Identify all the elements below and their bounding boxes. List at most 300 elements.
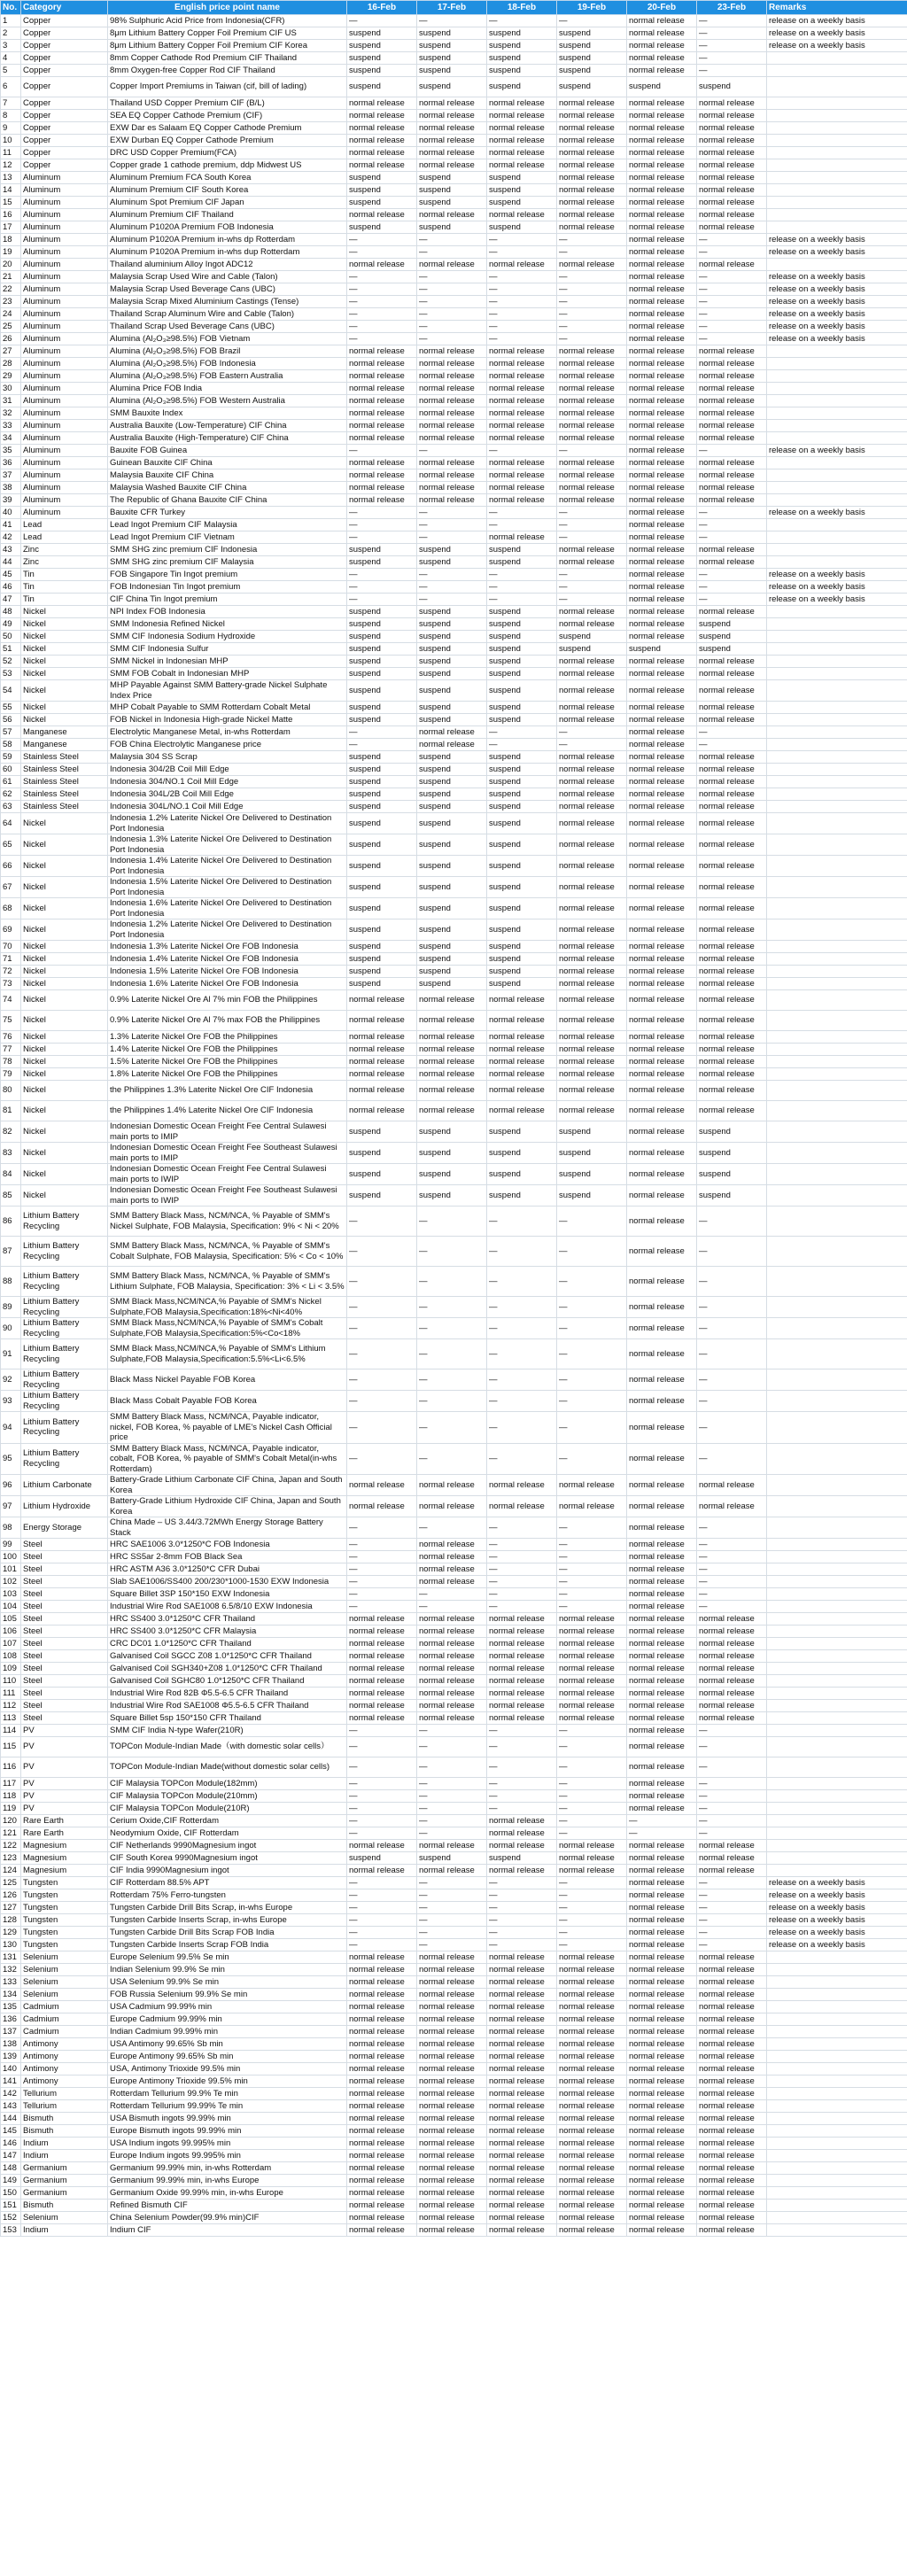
price-point-name-cell: HRC SS400 3.0*1250*C CFR Malaysia (108, 1626, 347, 1638)
row-number: 107 (1, 1638, 21, 1650)
status-23-feb: normal release (697, 751, 767, 764)
category-cell: Aluminum (21, 507, 108, 519)
status-19-feb: suspend (557, 65, 627, 77)
status-20-feb: normal release (627, 569, 697, 581)
status-20-feb: normal release (627, 1237, 697, 1267)
status-19-feb: normal release (557, 877, 627, 898)
table-row (1, 978, 907, 990)
status-20-feb: normal release (627, 1267, 697, 1297)
status-17-feb: suspend (417, 643, 487, 656)
status-16-feb: normal release (347, 159, 417, 172)
status-20-feb: normal release (627, 159, 697, 172)
remarks-cell: release on a weekly basis (767, 308, 907, 321)
status-20-feb: normal release (627, 618, 697, 631)
remarks-cell (767, 813, 907, 834)
status-17-feb: normal release (417, 1044, 487, 1056)
status-17-feb: suspend (417, 751, 487, 764)
remarks-cell (767, 751, 907, 764)
status-18-feb: normal release (487, 420, 557, 432)
table-body (1, 15, 907, 2237)
row-number: 43 (1, 544, 21, 556)
status-18-feb: — (487, 1725, 557, 1737)
price-point-name-cell: SMM FOB Cobalt in Indonesian MHP (108, 668, 347, 680)
status-18-feb: normal release (487, 2138, 557, 2150)
price-point-name-cell: Indonesia 1.6% Laterite Nickel Ore FOB Indonesia (108, 978, 347, 990)
status-23-feb: normal release (697, 2162, 767, 2175)
status-20-feb: normal release (627, 2200, 697, 2212)
status-17-feb: — (417, 1790, 487, 1803)
status-23-feb: — (697, 1889, 767, 1902)
price-point-name-cell: Aluminum Premium CIF Thailand (108, 209, 347, 221)
status-16-feb: normal release (347, 1675, 417, 1688)
status-16-feb: normal release (347, 2076, 417, 2088)
status-17-feb: — (417, 1927, 487, 1939)
status-20-feb: normal release (627, 1588, 697, 1601)
status-16-feb: normal release (347, 2187, 417, 2200)
status-18-feb: normal release (487, 383, 557, 395)
row-number: 35 (1, 445, 21, 457)
row-number: 28 (1, 358, 21, 370)
category-cell: Aluminum (21, 172, 108, 184)
status-16-feb: normal release (347, 2150, 417, 2162)
price-point-name-cell: Alumina (Al₂O₃≥98.5%) FOB Eastern Australia (108, 370, 347, 383)
status-19-feb: normal release (557, 544, 627, 556)
status-23-feb: normal release (697, 1650, 767, 1663)
price-point-name-cell: Copper Import Premiums in Taiwan (cif, bill of lading) (108, 77, 347, 97)
status-19-feb: suspend (557, 643, 627, 656)
price-point-name-cell: China Selenium Powder(99.9% min)CIF (108, 2212, 347, 2224)
category-cell: Zinc (21, 544, 108, 556)
status-17-feb: suspend (417, 953, 487, 966)
remarks-cell (767, 990, 907, 1011)
row-number: 125 (1, 1877, 21, 1889)
status-20-feb: normal release (627, 52, 697, 65)
status-16-feb: suspend (347, 544, 417, 556)
table-row (1, 1989, 907, 2001)
row-number: 103 (1, 1588, 21, 1601)
status-20-feb: normal release (627, 1688, 697, 1700)
status-16-feb: normal release (347, 2113, 417, 2125)
status-19-feb: — (557, 246, 627, 259)
status-20-feb: normal release (627, 40, 697, 52)
status-19-feb: normal release (557, 2013, 627, 2026)
status-19-feb: normal release (557, 1011, 627, 1031)
status-20-feb: normal release (627, 2187, 697, 2200)
remarks-cell (767, 2026, 907, 2038)
status-19-feb: suspend (557, 1164, 627, 1185)
category-cell: Aluminum (21, 209, 108, 221)
row-number: 88 (1, 1267, 21, 1297)
price-point-name-cell: Aluminum P1020A Premium in-whs dp Rotterdam (108, 234, 347, 246)
status-17-feb: — (417, 1757, 487, 1778)
price-point-name-cell: Aluminum Spot Premium CIF Japan (108, 197, 347, 209)
status-19-feb: normal release (557, 2125, 627, 2138)
remarks-cell (767, 1391, 907, 1412)
category-cell: Magnesium (21, 1852, 108, 1865)
status-17-feb: normal release (417, 1011, 487, 1031)
price-point-name-cell: Indonesia 1.6% Laterite Nickel Ore Delivered to Destination Port Indonesia (108, 898, 347, 919)
status-17-feb: suspend (417, 764, 487, 776)
status-20-feb: normal release (627, 122, 697, 135)
remarks-cell (767, 1081, 907, 1101)
status-17-feb: suspend (417, 702, 487, 714)
remarks-cell (767, 2001, 907, 2013)
table-row (1, 296, 907, 308)
price-point-name-cell: Indonesia 1.5% Laterite Nickel Ore Delivered to Destination Port Indonesia (108, 877, 347, 898)
table-row (1, 469, 907, 482)
price-point-name-cell: Europe Antimony 99.65% Sb min (108, 2051, 347, 2063)
status-23-feb: normal release (697, 801, 767, 813)
status-16-feb: normal release (347, 122, 417, 135)
table-row (1, 1588, 907, 1601)
status-18-feb: suspend (487, 941, 557, 953)
status-16-feb: normal release (347, 2224, 417, 2237)
status-17-feb: normal release (417, 494, 487, 507)
status-17-feb: normal release (417, 2162, 487, 2175)
status-23-feb: normal release (697, 209, 767, 221)
category-cell: Steel (21, 1638, 108, 1650)
category-cell: Rare Earth (21, 1815, 108, 1827)
status-23-feb: normal release (697, 919, 767, 941)
price-point-name-cell: EXW Dar es Salaam EQ Copper Cathode Premium (108, 122, 347, 135)
row-number: 104 (1, 1601, 21, 1613)
price-point-name-cell: HRC ASTM A36 3.0*1250*C CFR Dubai (108, 1563, 347, 1576)
status-17-feb: normal release (417, 2125, 487, 2138)
category-cell: Aluminum (21, 271, 108, 283)
category-cell: Nickel (21, 1011, 108, 1031)
status-23-feb: — (697, 308, 767, 321)
status-19-feb: suspend (557, 40, 627, 52)
category-cell: Steel (21, 1539, 108, 1551)
status-19-feb: normal release (557, 1031, 627, 1044)
status-20-feb: normal release (627, 1638, 697, 1650)
status-18-feb: suspend (487, 776, 557, 788)
status-19-feb: — (557, 271, 627, 283)
status-18-feb: normal release (487, 1638, 557, 1650)
category-cell: Stainless Steel (21, 776, 108, 788)
category-cell: Steel (21, 1563, 108, 1576)
row-number: 134 (1, 1989, 21, 2001)
status-18-feb: — (487, 296, 557, 308)
remarks-cell: release on a weekly basis (767, 296, 907, 308)
remarks-cell (767, 2162, 907, 2175)
table-row (1, 1539, 907, 1551)
status-17-feb: normal release (417, 1101, 487, 1121)
status-19-feb: normal release (557, 990, 627, 1011)
status-17-feb: normal release (417, 1840, 487, 1852)
status-17-feb: normal release (417, 147, 487, 159)
status-18-feb: suspend (487, 221, 557, 234)
status-23-feb: normal release (697, 2063, 767, 2076)
status-19-feb: normal release (557, 2200, 627, 2212)
status-19-feb: normal release (557, 1044, 627, 1056)
status-23-feb: normal release (697, 2138, 767, 2150)
status-19-feb: normal release (557, 482, 627, 494)
status-20-feb: normal release (627, 801, 697, 813)
status-20-feb: normal release (627, 714, 697, 726)
status-19-feb: — (557, 308, 627, 321)
category-cell: Nickel (21, 966, 108, 978)
status-23-feb: normal release (697, 1663, 767, 1675)
table-row (1, 1725, 907, 1737)
status-18-feb: suspend (487, 184, 557, 197)
status-19-feb: normal release (557, 1056, 627, 1068)
price-point-name-cell: Slab SAE1006/SS400 200/230*1000-1530 EXW Indonesia (108, 1576, 347, 1588)
status-16-feb: normal release (347, 370, 417, 383)
row-number: 116 (1, 1757, 21, 1778)
status-23-feb: — (697, 40, 767, 52)
remarks-cell (767, 1757, 907, 1778)
price-point-name-cell: Industrial Wire Rod SAE1008 Φ5.5-6.5 CFR Thailand (108, 1700, 347, 1712)
status-18-feb: normal release (487, 122, 557, 135)
table-row (1, 1638, 907, 1650)
status-18-feb: suspend (487, 1164, 557, 1185)
remarks-cell (767, 1840, 907, 1852)
table-row (1, 966, 907, 978)
status-23-feb: normal release (697, 1964, 767, 1976)
remarks-cell (767, 2224, 907, 2237)
price-point-name-cell: Alumina (Al₂O₃≥98.5%) FOB Indonesia (108, 358, 347, 370)
header-date-17-feb: 17-Feb (417, 1, 487, 15)
status-19-feb: normal release (557, 2026, 627, 2038)
status-20-feb: normal release (627, 482, 697, 494)
price-point-name-cell: 8mm Oxygen-free Copper Rod CIF Thailand (108, 65, 347, 77)
status-17-feb: suspend (417, 813, 487, 834)
status-16-feb: normal release (347, 383, 417, 395)
remarks-cell (767, 764, 907, 776)
category-cell: Steel (21, 1688, 108, 1700)
status-23-feb: normal release (697, 953, 767, 966)
row-number: 74 (1, 990, 21, 1011)
status-20-feb: normal release (627, 1551, 697, 1563)
category-cell: Tungsten (21, 1902, 108, 1914)
row-number: 57 (1, 726, 21, 739)
status-18-feb: normal release (487, 407, 557, 420)
status-16-feb: — (347, 1790, 417, 1803)
status-18-feb: normal release (487, 1827, 557, 1840)
status-20-feb: normal release (627, 110, 697, 122)
status-16-feb: suspend (347, 751, 417, 764)
remarks-cell (767, 726, 907, 739)
status-17-feb: — (417, 1778, 487, 1790)
status-16-feb: normal release (347, 2038, 417, 2051)
status-23-feb: — (697, 1927, 767, 1939)
status-20-feb: normal release (627, 1712, 697, 1725)
status-20-feb: normal release (627, 1889, 697, 1902)
row-number: 19 (1, 246, 21, 259)
status-23-feb: normal release (697, 1700, 767, 1712)
status-16-feb: normal release (347, 457, 417, 469)
status-23-feb: normal release (697, 978, 767, 990)
category-cell: Nickel (21, 1081, 108, 1101)
status-20-feb: normal release (627, 1164, 697, 1185)
status-18-feb: — (487, 1927, 557, 1939)
row-number: 132 (1, 1964, 21, 1976)
status-19-feb: normal release (557, 556, 627, 569)
table-row (1, 1443, 907, 1475)
status-18-feb: — (487, 1914, 557, 1927)
status-16-feb: — (347, 283, 417, 296)
price-point-name-cell: 0.9% Laterite Nickel Ore Al 7% max FOB the Philippines (108, 1011, 347, 1031)
status-18-feb: normal release (487, 2175, 557, 2187)
status-17-feb: normal release (417, 1081, 487, 1101)
status-17-feb: — (417, 15, 487, 27)
status-17-feb: normal release (417, 2088, 487, 2100)
status-23-feb: — (697, 1443, 767, 1475)
status-19-feb: suspend (557, 77, 627, 97)
price-point-name-cell: CIF Netherlands 9990Magnesium ingot (108, 1840, 347, 1852)
category-cell: Manganese (21, 739, 108, 751)
status-18-feb: suspend (487, 52, 557, 65)
category-cell: Tungsten (21, 1939, 108, 1951)
status-17-feb: suspend (417, 1164, 487, 1185)
category-cell: Germanium (21, 2162, 108, 2175)
remarks-cell (767, 2038, 907, 2051)
status-23-feb: — (697, 1207, 767, 1237)
remarks-cell (767, 1318, 907, 1339)
price-point-name-cell: SMM Indonesia Refined Nickel (108, 618, 347, 631)
price-point-name-cell: Rotterdam Tellurium 99.9% Te min (108, 2088, 347, 2100)
status-19-feb: normal release (557, 2150, 627, 2162)
status-23-feb: normal release (697, 1852, 767, 1865)
price-point-name-cell: Alumina (Al₂O₃≥98.5%) FOB Vietnam (108, 333, 347, 345)
remarks-cell (767, 420, 907, 432)
row-number: 30 (1, 383, 21, 395)
category-cell: Cadmium (21, 2013, 108, 2026)
table-row (1, 1044, 907, 1056)
category-cell: Germanium (21, 2175, 108, 2187)
table-row (1, 1815, 907, 1827)
remarks-cell (767, 618, 907, 631)
table-row (1, 1563, 907, 1576)
category-cell: Stainless Steel (21, 801, 108, 813)
status-18-feb: suspend (487, 764, 557, 776)
remarks-cell (767, 1725, 907, 1737)
status-17-feb: normal release (417, 2175, 487, 2187)
remarks-cell (767, 739, 907, 751)
table-row (1, 1757, 907, 1778)
category-cell: Aluminum (21, 370, 108, 383)
status-17-feb: suspend (417, 52, 487, 65)
status-18-feb: normal release (487, 1031, 557, 1044)
table-row (1, 856, 907, 877)
table-row (1, 1778, 907, 1790)
status-17-feb: suspend (417, 631, 487, 643)
status-23-feb: normal release (697, 1951, 767, 1964)
status-20-feb: normal release (627, 856, 697, 877)
remarks-cell (767, 259, 907, 271)
status-18-feb: normal release (487, 1650, 557, 1663)
price-point-name-cell: FOB Singapore Tin Ingot premium (108, 569, 347, 581)
price-point-name-cell: Copper grade 1 cathode premium, ddp Midwest US (108, 159, 347, 172)
remarks-cell (767, 197, 907, 209)
price-point-name-cell: Australia Bauxite (High-Temperature) CIF China (108, 432, 347, 445)
remarks-cell: release on a weekly basis (767, 234, 907, 246)
price-point-name-cell: Malaysia Washed Bauxite CIF China (108, 482, 347, 494)
row-number: 51 (1, 643, 21, 656)
remarks-cell (767, 1011, 907, 1031)
status-17-feb: suspend (417, 65, 487, 77)
status-23-feb: normal release (697, 2200, 767, 2212)
status-23-feb: normal release (697, 2150, 767, 2162)
status-18-feb: normal release (487, 135, 557, 147)
row-number: 120 (1, 1815, 21, 1827)
status-23-feb: — (697, 739, 767, 751)
status-23-feb: suspend (697, 631, 767, 643)
row-number: 34 (1, 432, 21, 445)
status-20-feb: normal release (627, 1613, 697, 1626)
status-20-feb: normal release (627, 1576, 697, 1588)
status-17-feb: normal release (417, 1700, 487, 1712)
row-number: 150 (1, 2187, 21, 2200)
status-20-feb: normal release (627, 1207, 697, 1237)
status-16-feb: suspend (347, 1121, 417, 1143)
remarks-cell (767, 2063, 907, 2076)
category-cell: Nickel (21, 1185, 108, 1207)
category-cell: Copper (21, 97, 108, 110)
table-row (1, 1496, 907, 1517)
table-row (1, 877, 907, 898)
price-point-name-cell: Malaysia Scrap Mixed Aluminium Castings (Tense) (108, 296, 347, 308)
status-20-feb: normal release (627, 656, 697, 668)
status-16-feb: — (347, 234, 417, 246)
status-19-feb: normal release (557, 1068, 627, 1081)
price-point-name-cell: Thailand Scrap Aluminum Wire and Cable (Talon) (108, 308, 347, 321)
status-23-feb: — (697, 1412, 767, 1444)
price-point-name-cell: Aluminum Premium CIF South Korea (108, 184, 347, 197)
status-19-feb: normal release (557, 834, 627, 856)
status-23-feb: — (697, 1601, 767, 1613)
status-23-feb: — (697, 1517, 767, 1539)
row-number: 11 (1, 147, 21, 159)
status-17-feb: — (417, 519, 487, 531)
price-point-name-cell: the Philippines 1.3% Laterite Nickel Ore CIF Indonesia (108, 1081, 347, 1101)
status-17-feb: normal release (417, 420, 487, 432)
status-16-feb: — (347, 1803, 417, 1815)
price-point-name-cell: Galvanised Coil SGHC80 1.0*1250*C CFR Thailand (108, 1675, 347, 1688)
row-number: 58 (1, 739, 21, 751)
status-16-feb: — (347, 1601, 417, 1613)
category-cell: Copper (21, 159, 108, 172)
status-16-feb: — (347, 1297, 417, 1318)
remarks-cell (767, 2175, 907, 2187)
table-row (1, 788, 907, 801)
status-17-feb: suspend (417, 40, 487, 52)
status-23-feb: normal release (697, 813, 767, 834)
status-20-feb: normal release (627, 1757, 697, 1778)
category-cell: Indium (21, 2224, 108, 2237)
row-number: 80 (1, 1081, 21, 1101)
price-point-name-cell: Tungsten Carbide Drill Bits Scrap, in-whs Europe (108, 1902, 347, 1914)
status-19-feb: normal release (557, 2063, 627, 2076)
status-16-feb: normal release (347, 990, 417, 1011)
status-20-feb: — (627, 1815, 697, 1827)
status-20-feb: normal release (627, 2038, 697, 2051)
status-16-feb: — (347, 1369, 417, 1391)
status-20-feb: normal release (627, 321, 697, 333)
status-23-feb: suspend (697, 1143, 767, 1164)
status-16-feb: normal release (347, 2162, 417, 2175)
status-18-feb: normal release (487, 2162, 557, 2175)
price-point-name-cell: SMM CIF Indonesia Sodium Hydroxide (108, 631, 347, 643)
status-17-feb: suspend (417, 197, 487, 209)
status-19-feb: — (557, 445, 627, 457)
remarks-cell (767, 1056, 907, 1068)
status-18-feb: normal release (487, 1989, 557, 2001)
status-18-feb: normal release (487, 1815, 557, 1827)
status-16-feb: — (347, 1757, 417, 1778)
status-23-feb: normal release (697, 159, 767, 172)
